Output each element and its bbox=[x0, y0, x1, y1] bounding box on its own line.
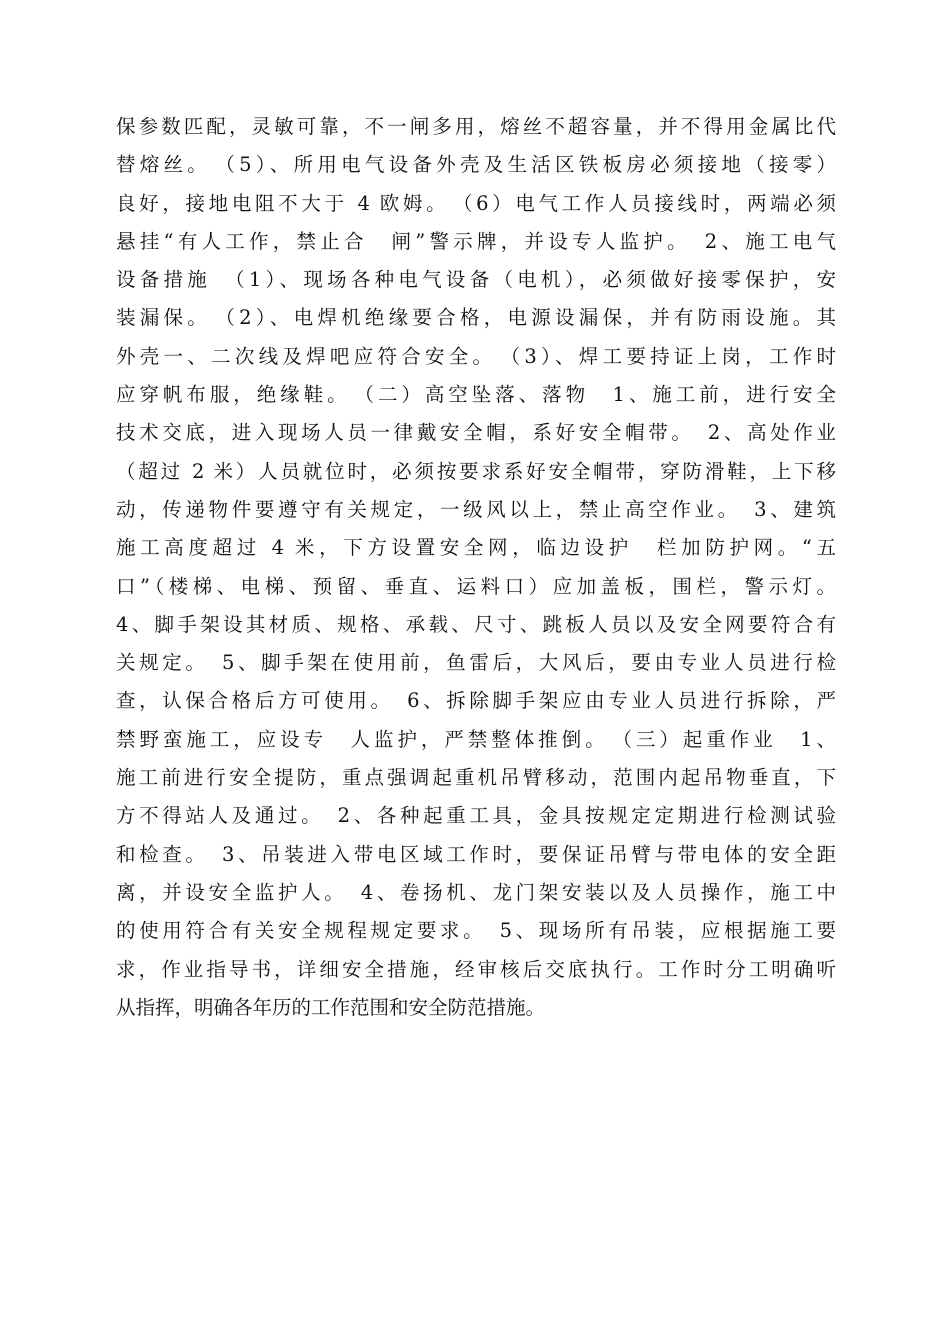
text-line: 查，认保合格后方可使用。 6、拆除脚手架应由专业人员进行拆除，严 bbox=[116, 689, 836, 713]
text-line: 口”（楼梯、电梯、预留、垂直、运料口）应加盖板，围栏，警示灯。 bbox=[116, 574, 836, 598]
text-line: 装漏保。 （2）、电焊机绝缘要合格，电源设漏保，并有防雨设施。其 bbox=[116, 306, 836, 330]
text-line: 关规定。 5、脚手架在使用前，鱼雷后，大风后，要由专业人员进行检 bbox=[116, 651, 836, 675]
text-line: 离，并设安全监护人。 4、卷扬机、龙门架安装以及人员操作，施工中 bbox=[116, 880, 836, 904]
text-line: 的使用符合有关安全规程规定要求。 5、现场所有吊装，应根据施工要 bbox=[116, 919, 836, 943]
text-line: 悬挂“有人工作，禁止合 闸”警示牌，并设专人监护。 2、施工电气 bbox=[116, 229, 836, 253]
text-line: 从指挥，明确各年历的工作范围和安全防范措施。 bbox=[116, 995, 546, 1019]
text-line: 外壳一、二次线及焊吧应符合安全。 （3）、焊工要持证上岗，工作时 bbox=[116, 344, 836, 368]
text-line: 设备措施 （1）、现场各种电气设备（电机），必须做好接零保护，安 bbox=[116, 268, 836, 292]
text-line: 良好，接地电阻不大于 4 欧姆。 （6）电气工作人员接线时，两端必须 bbox=[116, 191, 836, 215]
text-line: 动，传递物件要遵守有关规定，一级风以上，禁止高空作业。 3、建筑 bbox=[116, 497, 836, 521]
text-line: 求，作业指导书，详细安全措施，经审核后交底执行。工作时分工明确听 bbox=[116, 957, 836, 981]
text-line: 4、脚手架设其材质、规格、承载、尺寸、跳板人员以及安全网要符合有 bbox=[116, 612, 836, 636]
text-line: （超过 2 米）人员就位时，必须按要求系好安全帽带，穿防滑鞋，上下移 bbox=[116, 459, 836, 483]
text-line: 施工前进行安全提防，重点强调起重机吊臂移动，范围内起吊物垂直，下 bbox=[116, 766, 836, 790]
text-line: 替熔丝。 （5）、所用电气设备外壳及生活区铁板房必须接地（接零） bbox=[116, 153, 836, 177]
text-line: 保参数匹配，灵敏可靠，不一闸多用，熔丝不超容量，并不得用金属比代 bbox=[116, 115, 836, 138]
body-text bbox=[116, 108, 836, 1027]
text-line: 禁野蛮施工，应设专 人监护，严禁整体推倒。 （三）起重作业 1、 bbox=[116, 727, 836, 751]
text-line: 技术交底，进入现场人员一律戴安全帽，系好安全帽带。 2、高处作业 bbox=[116, 421, 836, 445]
text-line: 方不得站人及通过。 2、各种起重工具，金具按规定定期进行检测试验 bbox=[116, 804, 836, 828]
text-line: 施工高度超过 4 米，下方设置安全网，临边设护 栏加防护网。“五 bbox=[116, 536, 836, 560]
text-line: 和检查。 3、吊装进入带电区域工作时，要保证吊臂与带电体的安全距 bbox=[116, 842, 836, 866]
text-line: 应穿帆布服，绝缘鞋。 （二）高空坠落、落物 1、施工前，进行安全 bbox=[116, 383, 836, 407]
